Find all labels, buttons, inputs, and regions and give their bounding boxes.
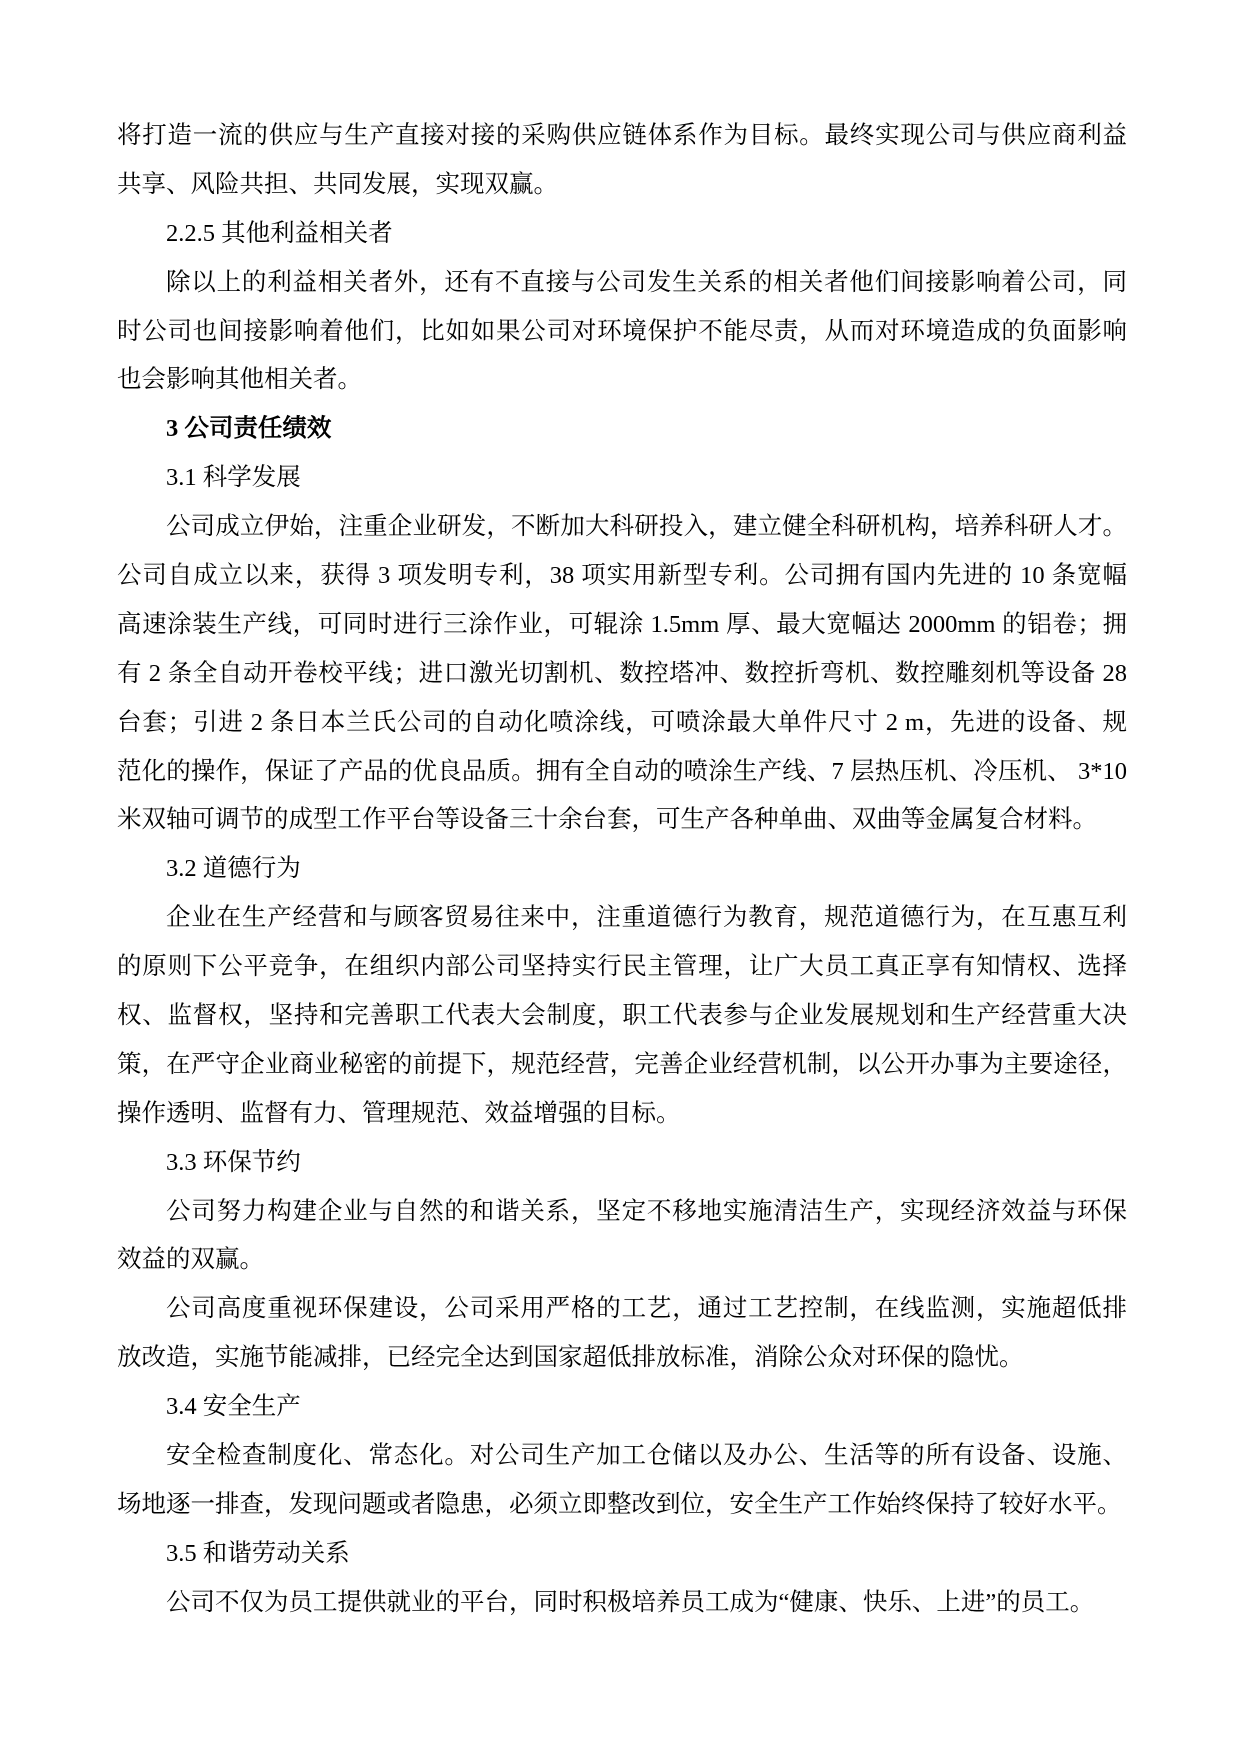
text-line: 安全检查制度化、常态化。对公司生产加工仓储以及办公、生活等的所有设备、设施、 [166, 1442, 1127, 1470]
text-line: 效益的双赢。 [117, 1246, 264, 1274]
text-line: 权、监督权，坚持和完善职工代表大会制度，职工代表参与企业发展规划和生产经营重大决 [117, 1002, 1127, 1030]
text-line: 共享、风险共担、共同发展，实现双赢。 [117, 170, 558, 198]
text-line: 公司成立伊始，注重企业研发，不断加大科研投入，建立健全科研机构，培养科研人才。 [166, 513, 1127, 541]
section-heading: 3.2 道德行为 [166, 855, 301, 883]
text-line: 的原则下公平竞争，在组织内部公司坚持实行民主管理，让广大员工真正享有知情权、选择 [117, 953, 1127, 981]
paragraph-other-stakeholders [117, 259, 1127, 406]
paragraph-labor-relations [117, 1579, 1127, 1628]
text-line: 有 2 条全自动开卷校平线；进口激光切割机、数控塔冲、数控折弯机、数控雕刻机等设备 28 [117, 659, 1127, 687]
section-heading: 3.4 安全生产 [166, 1393, 301, 1421]
chapter-3 [117, 405, 1127, 454]
section-3-1 [117, 454, 1127, 503]
paragraph-safety [117, 1432, 1127, 1530]
text-line: 除以上的利益相关者外，还有不直接与公司发生关系的相关者他们间接影响着公司，同 [166, 268, 1127, 296]
paragraph-continuation [117, 112, 1127, 210]
section-3-2 [117, 845, 1127, 894]
section-3-5 [117, 1530, 1127, 1579]
section-heading: 3.5 和谐劳动关系 [166, 1539, 350, 1567]
section-2-2-5 [117, 210, 1127, 259]
text-line: 米双轴可调节的成型工作平台等设备三十余台套，可生产各种单曲、双曲等金属复合材料。 [117, 806, 1097, 834]
text-line: 时公司也间接影响着他们，比如如果公司对环境保护不能尽责，从而对环境造成的负面影响 [117, 317, 1127, 345]
text-line: 公司不仅为员工提供就业的平台，同时积极培养员工成为“健康、快乐、上进”的员工。 [166, 1588, 1095, 1616]
text-line: 操作透明、监督有力、管理规范、效益增强的目标。 [117, 1099, 681, 1127]
text-line: 将打造一流的供应与生产直接对接的采购供应链体系作为目标。最终实现公司与供应商利益 [117, 122, 1127, 149]
document-content [117, 112, 1127, 1628]
paragraph-scientific-development [117, 503, 1127, 845]
text-line: 场地逐一排查，发现问题或者隐患，必须立即整改到位，安全生产工作始终保持了较好水平。 [117, 1490, 1122, 1518]
section-heading: 3.3 环保节约 [166, 1148, 301, 1176]
text-line: 公司努力构建企业与自然的和谐关系，坚定不移地实施清洁生产，实现经济效益与环保 [166, 1197, 1127, 1225]
paragraph-ethical-behavior [117, 894, 1127, 1138]
section-heading: 2.2.5 其他利益相关者 [166, 219, 393, 247]
section-3-3 [117, 1139, 1127, 1188]
paragraph-environment-1 [117, 1188, 1127, 1286]
text-line: 范化的操作，保证了产品的优良品质。拥有全自动的喷涂生产线、7 层热压机、冷压机、 3*10 [117, 757, 1127, 785]
text-line: 放改造，实施节能减排，已经完全达到国家超低排放标准，消除公众对环保的隐忧。 [117, 1344, 1024, 1372]
text-line: 企业在生产经营和与顾客贸易往来中，注重道德行为教育，规范道德行为，在互惠互利 [166, 904, 1127, 932]
section-heading: 3.1 科学发展 [166, 464, 301, 492]
text-line: 也会影响其他相关者。 [117, 366, 362, 394]
section-3-4 [117, 1383, 1127, 1432]
text-line: 公司自成立以来，获得 3 项发明专利，38 项实用新型专利。公司拥有国内先进的 10 条宽幅 [117, 562, 1127, 590]
text-line: 公司高度重视环保建设，公司采用严格的工艺，通过工艺控制，在线监测，实施超低排 [166, 1295, 1127, 1323]
text-line: 策，在严守企业商业秘密的前提下，规范经营，完善企业经营机制，以公开办事为主要途径， [117, 1050, 1127, 1078]
text-line: 台套；引进 2 条日本兰氏公司的自动化喷涂线，可喷涂最大单件尺寸 2 m，先进的设备、规 [117, 708, 1127, 736]
text-line: 高速涂装生产线，可同时进行三涂作业，可辊涂 1.5mm 厚、最大宽幅达 2000mm 的铝卷；拥 [117, 610, 1127, 638]
chapter-heading: 3 公司责任绩效 [166, 415, 332, 443]
paragraph-environment-2 [117, 1285, 1127, 1383]
